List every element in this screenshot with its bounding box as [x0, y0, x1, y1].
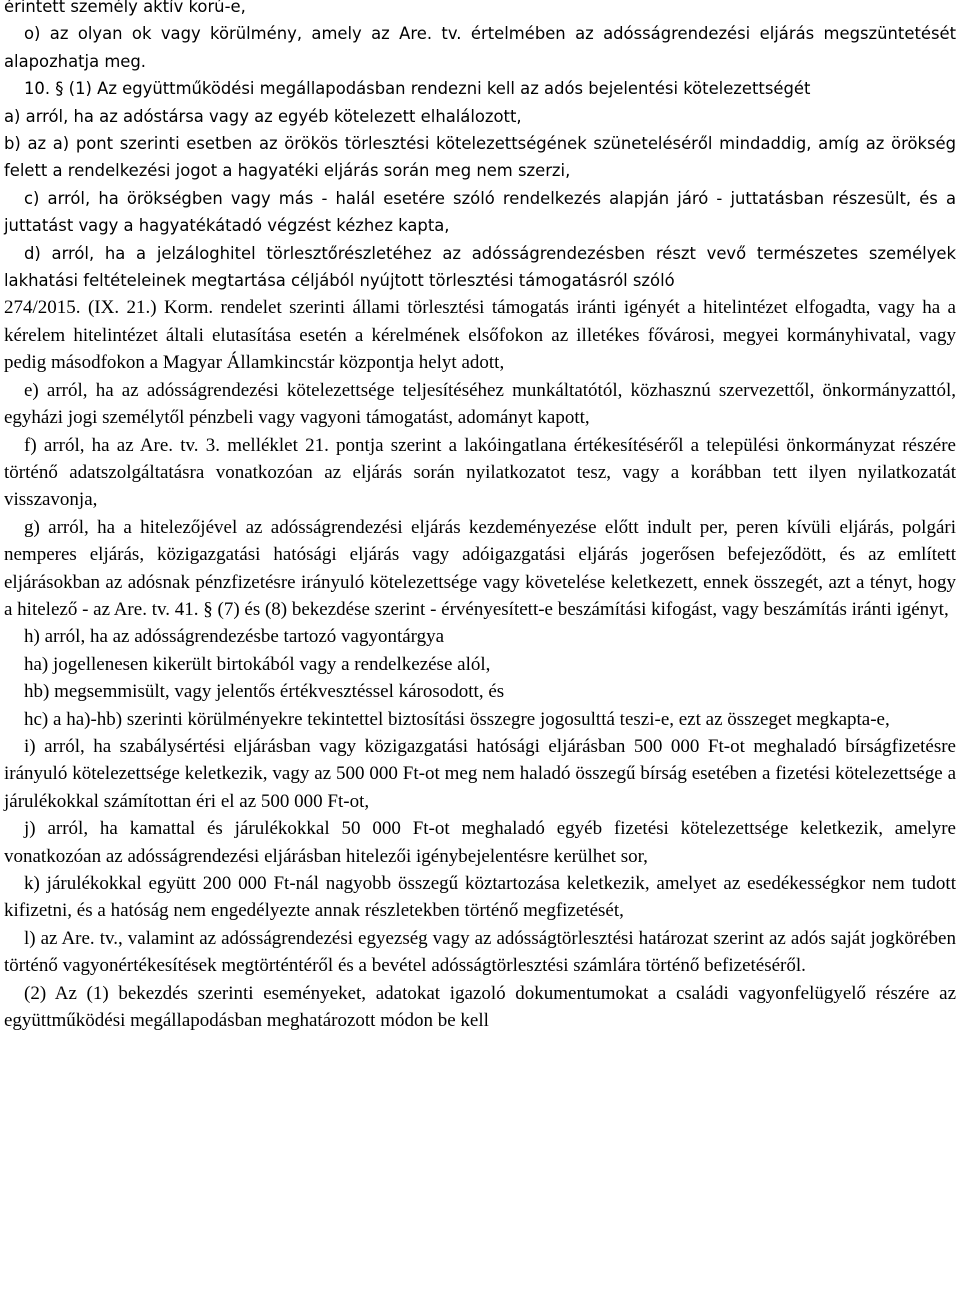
list-item-e: e) arról, ha az adósságrendezési kötelezettsége teljesítéséhez munkáltatótól, közhasznú szervezettől, önkormányzattól, egyházi jogi személytől pénzbeli vagy vagyoni támogatást, adományt kapott, — [4, 379, 956, 429]
list-item-b: b) az a) pont szerinti esetben az örökös törlesztési kötelezettségének szüneteléséről mindaddig, amíg az örökség felett a rendelkezési jogot a hagyatéki eljárás során meg nem szerzi, — [4, 134, 956, 181]
paragraph-continuation: érintett személy aktív korú-e, — [4, 0, 246, 16]
list-item-a: a) arról, ha az adóstársa vagy az egyéb kötelezett elhalálozott, — [4, 106, 522, 126]
list-item-d-continuation: 274/2015. (IX. 21.) Korm. rendelet szerinti állami törlesztési támogatás iránti igényét a hitelintézet elfogadta, vagy ha a kérelem hitelintézet általi elutasítása esetén a kérelmének elsőfokon az illetékes fővárosi, megyei kormányhivatal, vagy pedig másodfokon a Magyar Államkincstár központja helyt adott, — [4, 297, 956, 374]
list-item-c: c) arról, ha örökségben vagy más - halál esetére szóló rendelkezés alapján járó - juttatásban részesült, és a juttatást vagy a hagyatékátadó végzést kézhez kapta, — [4, 188, 956, 236]
section-10-paragraph-1: 10. § (1) Az együttműködési megállapodásban rendezni kell az adós bejelentési kötelezettségét — [24, 79, 811, 99]
list-item-o: o) az olyan ok vagy körülmény, amely az Are. tv. értelmében az adósságrendezési eljárás megszüntetését alapozhatja meg. — [4, 24, 956, 71]
list-item-d: d) arról, ha a jelzáloghitel törlesztőrészletéhez az adósságrendezésben részt vevő természetes személyek lakhatási feltételeinek megtartása céljából nyújtott törlesztési támogatásról szóló — [4, 243, 956, 291]
list-item-f: f) arról, ha az Are. tv. 3. melléklet 21. pontja szerint a lakóingatlana értékesítéséről a települési önkormányzat részére történő adatszolgáltatásra vonatkozóan az eljárás során nyilatkozatot tesz, vagy a korábban tett ilyen nyilatkozatát visszavonja, — [4, 434, 956, 511]
list-item-l: l) az Are. tv., valamint az adósságrendezési egyezség vagy az adósságtörlesztési határozat szerint az adós saját jogkörében történő vagyonértékesítések megtörténtéről és a bevétel adósságtörlesztési számlára történő befizetéséről. — [4, 927, 956, 977]
list-item-i: i) arról, ha szabálysértési eljárásban vagy közigazgatási hatósági eljárásban 500 000 Ft-ot meghaladó bírságfizetésre irányuló kötelezettsége keletkezik, vagy az 500 000 Ft-ot meg nem haladó összegű bírság esetében a fizetési kötelezettsége a járulékokkal számítottan éri el az 500 000 Ft-ot, — [4, 735, 956, 812]
list-item-h: h) arról, ha az adósságrendezésbe tartozó vagyontárgya — [24, 626, 445, 648]
list-item-g: g) arról, ha a hitelezőjével az adósságrendezési eljárás kezdeményezése előtt indult per, peren kívüli eljárás, polgári nemperes eljárás, közigazgatási hatósági eljárás vagy adóigazgatási eljárás jogerősen befejeződött, és az említett eljárásokban az adósnak pénzfizetésre irányuló kötelezettsége vagy követelése keletkezett, ennek összegét, azt a tényt, hogy a hitelező - az Are. tv. 41. § (7) és (8) bekezdése szerint - érvényesített-e beszámítási kifogást, vagy beszámítás iránti igényt, — [4, 516, 956, 620]
list-item-k: k) járulékokkal együtt 200 000 Ft-nál nagyobb összegű köztartozása keletkezik, amelyet az esedékességkor nem tudott kifizetni, és a hatóság nem engedélyezte annak részletekben történő megfizetését, — [4, 873, 956, 922]
section-10-paragraph-2: (2) Az (1) bekezdés szerinti eseményeket, adatokat igazoló dokumentumokat a családi vagyonfelügyelő részére az együttműködési megállapodásban meghatározott módon be kell — [4, 982, 956, 1032]
list-item-j: j) arról, ha kamattal és járulékokkal 50 000 Ft-ot meghaladó egyéb fizetési kötelezettsége keletkezik, amelyre vonatkozóan az adósságrendezési eljárásban hitelezői igénybejelentésre kerülhet sor, — [4, 818, 956, 867]
list-item-ha: ha) jogellenesen kikerült birtokából vagy a rendelkezése alól, — [24, 653, 491, 675]
list-item-hc: hc) a ha)-hb) szerinti körülményekre tekintettel biztosítási összegre jogosulttá teszi-e, ezt az összeget megkapta-e, — [24, 708, 890, 730]
list-item-hb: hb) megsemmisült, vagy jelentős értékvesztéssel károsodott, és — [24, 681, 505, 703]
